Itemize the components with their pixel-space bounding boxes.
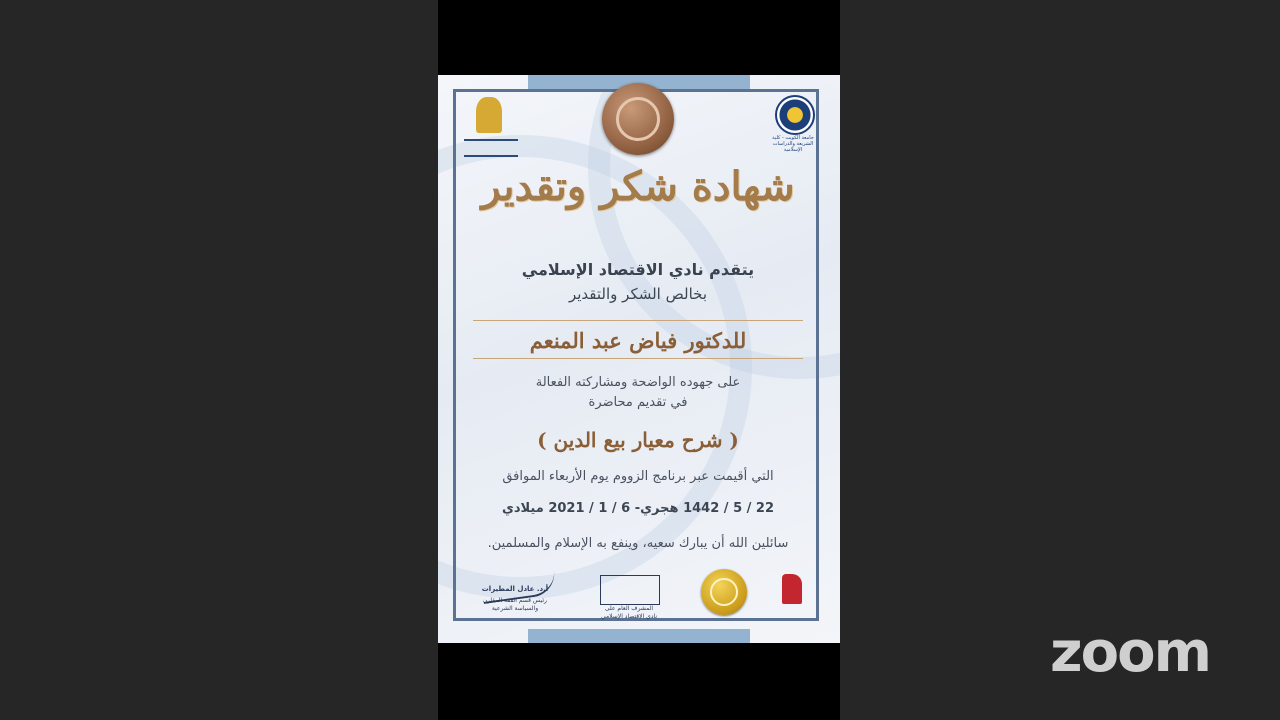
university-caption: جامعة الكويت - كلية الشريعة والدراسات الإسلامية — [772, 135, 814, 153]
flame-emblem-icon — [476, 97, 502, 133]
signature-left — [472, 571, 558, 615]
prayer-line: سائلين الله أن يبارك سعيه، وينفع به الإسلام والمسلمين. — [487, 536, 789, 551]
signer-role-2: والسياسة الشرعية — [491, 605, 539, 612]
signer-role-1: رئيس قسم الفقه المقارن — [483, 597, 547, 604]
divider-bottom — [473, 358, 803, 359]
recipient-name: للدكتور فياض عبد المنعم — [529, 328, 747, 353]
supervisor-role-2: نادي الاقتصاد الإسلامي — [600, 613, 658, 620]
lecture-title: ( شرح معيار بيع الدين ) — [537, 428, 739, 452]
islamic-economics-club-logo — [464, 95, 518, 157]
kuwait-university-logo — [768, 95, 818, 153]
logo-lines — [464, 139, 518, 157]
club-red-logo — [778, 572, 806, 614]
certificate-image — [438, 75, 840, 643]
red-emblem-icon — [782, 574, 802, 604]
thanks-line: بخالص الشكر والتقدير — [568, 285, 707, 303]
supervisor-role-1: المشرف العام على — [604, 605, 654, 612]
venue-line: التي أقيمت عبر برنامج الزووم يوم الأربعاء الموافق — [502, 469, 774, 484]
divider-top — [473, 320, 803, 321]
org-line: يتقدم نادي الاقتصاد الإسلامي — [521, 260, 755, 279]
bronze-medal-icon — [602, 83, 674, 155]
signature-middle — [596, 571, 662, 620]
university-emblem-icon — [775, 95, 815, 135]
zoom-watermark-logo: zoom — [1050, 620, 1210, 685]
signer-name: أ.د. عادل المطيرات — [481, 585, 549, 593]
effort-line: على جهوده الواضحة ومشاركته الفعالة — [535, 375, 741, 390]
date-line: 22 / 5 / 1442 هجري- 6 / 1 / 2021 ميلادي — [501, 501, 775, 516]
bottom-band — [528, 629, 750, 643]
gold-seal-icon — [701, 569, 747, 615]
signature-box — [600, 575, 660, 605]
lecture-intro: في تقديم محاضرة — [588, 395, 688, 410]
certificate-headline: شهادة شكر وتقدير — [481, 163, 795, 210]
